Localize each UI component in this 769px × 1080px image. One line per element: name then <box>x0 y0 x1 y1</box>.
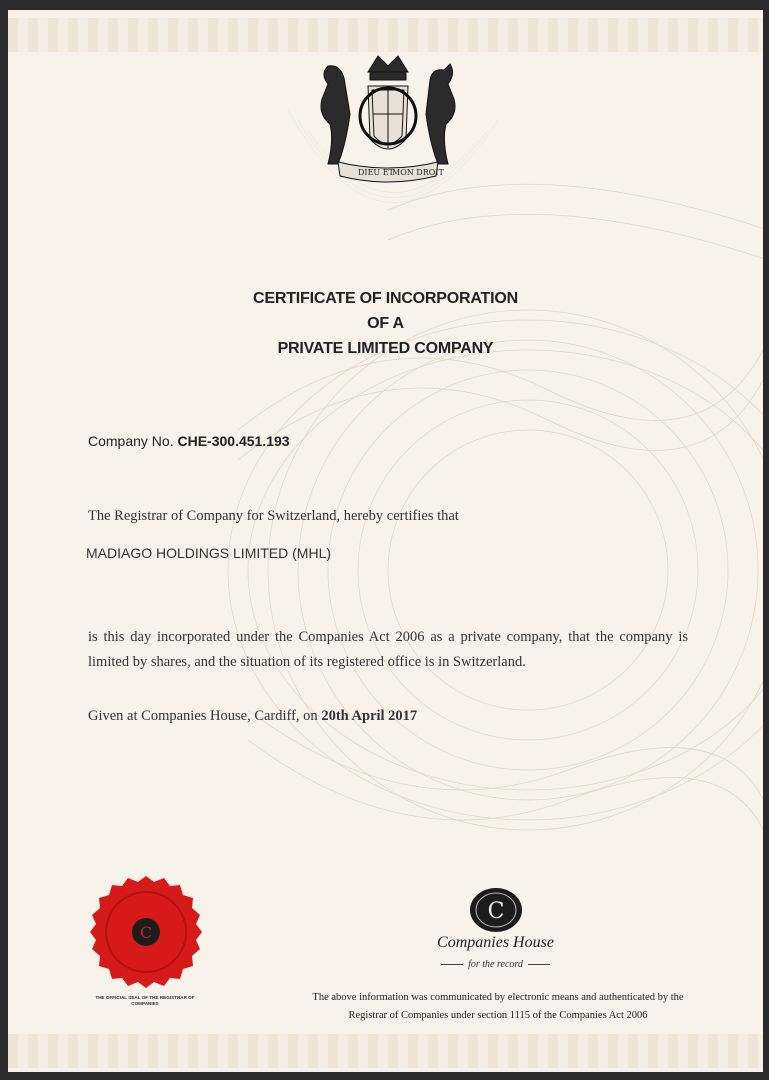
seal-caption: THE OFFICIAL SEAL OF THE REGISTRAR OF COMPANIES <box>95 995 195 1006</box>
registrar-statement: The Registrar of Company for Switzerland, hereby certifies that <box>88 508 459 524</box>
certificate-title-line3: PRIVATE LIMITED COMPANY <box>277 340 494 357</box>
certificate-sheet <box>8 10 763 1072</box>
crest-motto-right: MON DROIT <box>392 168 444 177</box>
given-at-label: Given at Companies House, Cardiff, on <box>88 708 322 724</box>
footer-line1: The above information was communicated by electronic means and authenticated by the <box>312 992 684 1003</box>
companies-house-logo-icon <box>468 886 524 934</box>
company-name: MADIAGO HOLDINGS LIMITED (MHL) <box>86 545 332 561</box>
companies-house-tagline <box>408 959 583 970</box>
official-red-seal-icon <box>86 872 206 992</box>
royal-coat-of-arms-icon <box>298 44 478 204</box>
seal-emblem: C <box>139 923 153 942</box>
crest-motto-left: DIEU ET <box>358 168 394 177</box>
certificate-title-line1: CERTIFICATE OF INCORPORATION <box>253 290 518 307</box>
companies-house-name: Companies House <box>437 934 554 951</box>
company-number-label: Company No. <box>88 433 178 449</box>
given-at-text <box>88 708 417 725</box>
company-number <box>88 433 290 449</box>
certificate-title-line2: OF A <box>367 315 404 332</box>
footer-text <box>248 989 748 1025</box>
companies-house-tagline-text: for the record <box>468 959 523 970</box>
footer-line2: Registrar of Companies under section 1115 of the Companies Act 2006 <box>348 1010 648 1021</box>
given-date: 20th April 2017 <box>321 708 418 724</box>
companies-house-emblem: C <box>487 899 505 924</box>
incorporation-text: is this day incorporated under the Companies Act 2006 as a private company, that the company is limited by shares, and the situation of its registered office is in Switzerland. <box>88 629 688 670</box>
company-number-value: CHE-300.451.193 <box>177 433 290 449</box>
